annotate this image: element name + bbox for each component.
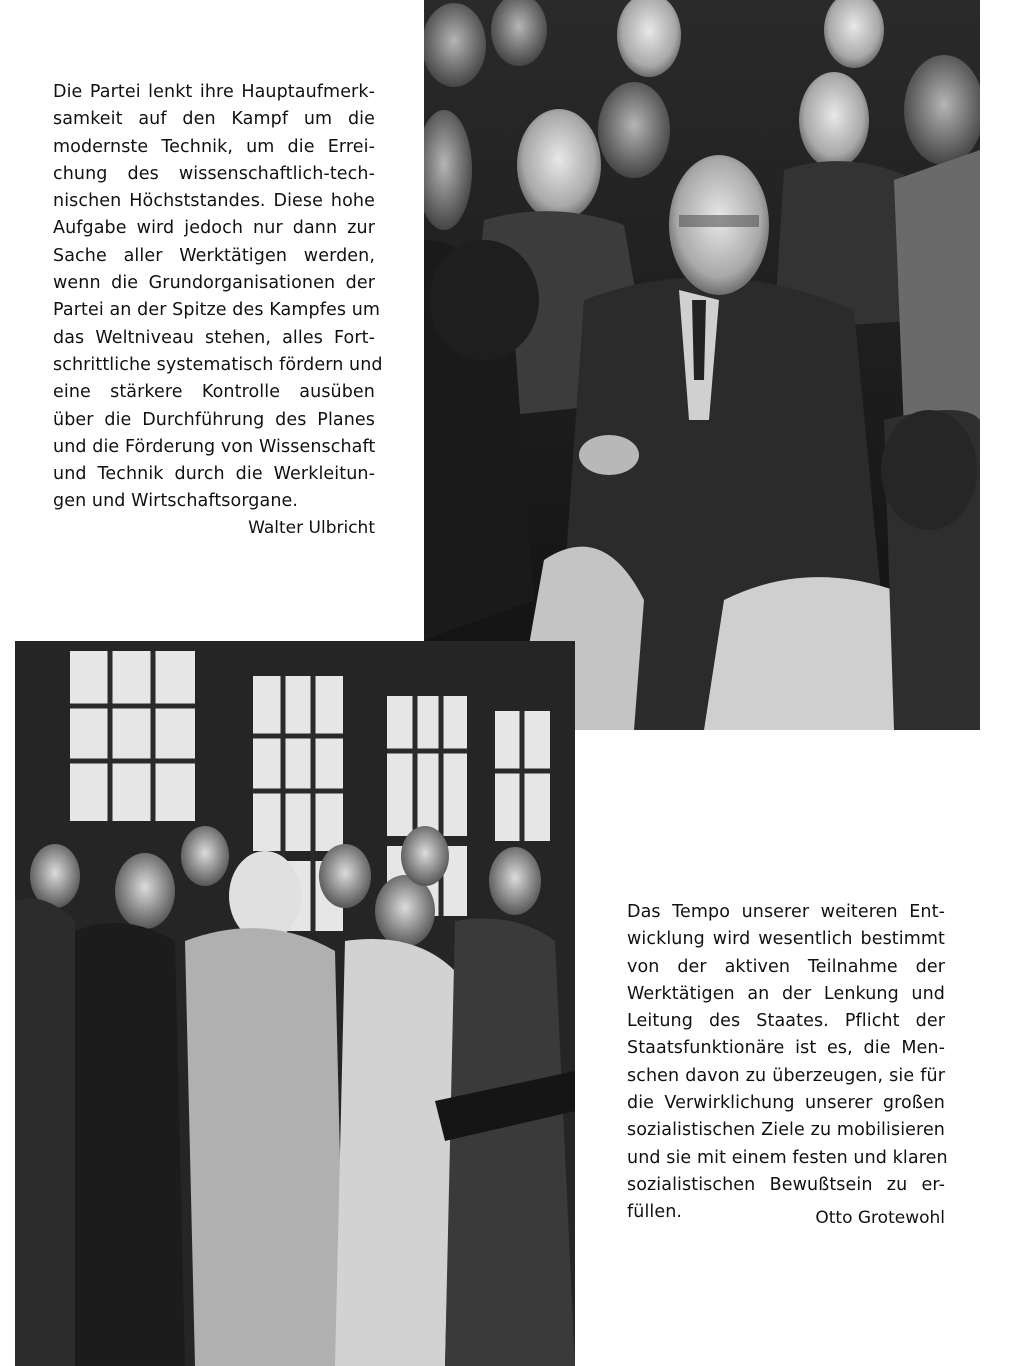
photo-crowd-speaker bbox=[424, 0, 980, 730]
quote-line: sozialistischen Bewußtsein zu er- bbox=[627, 1174, 945, 1195]
quote-line: Staatsfunktionäre ist es, die Men- bbox=[627, 1038, 945, 1059]
photo-factory-hall bbox=[15, 641, 575, 1366]
quote-line: Leitung des Staates. Pflicht der bbox=[627, 1011, 945, 1032]
photo-crowd-speaker-image bbox=[424, 0, 980, 730]
quote-line: und sie mit einem festen und klaren bbox=[627, 1147, 948, 1168]
quote-line: chung des wissenschaftlich-tech- bbox=[53, 163, 375, 184]
quote-line: wicklung wird wesentlich bestimmt bbox=[627, 929, 945, 950]
quote-line: wenn die Grundorganisationen der bbox=[53, 273, 375, 294]
quote-line: nischen Höchststandes. Diese hohe bbox=[53, 191, 375, 212]
quote-line: gen und Wirtschaftsorgane. bbox=[53, 491, 299, 512]
quote-line: Die Partei lenkt ihre Hauptaufmerk- bbox=[53, 82, 375, 102]
author-ulbricht: Walter Ulbricht bbox=[248, 518, 375, 538]
photo-factory-hall-image bbox=[15, 641, 575, 1366]
quote-line: Partei an der Spitze des Kampfes um bbox=[53, 300, 381, 321]
quote-line: von der aktiven Teilnahme der bbox=[627, 956, 945, 977]
quote-line: schen davon zu überzeugen, sie für bbox=[627, 1065, 945, 1086]
quote-line: schrittliche systematisch fördern und bbox=[53, 354, 383, 375]
author-grotewohl: Otto Grotewohl bbox=[815, 1208, 945, 1228]
quote-line: die Verwirklichung unserer großen bbox=[627, 1093, 945, 1114]
quote-line: eine stärkere Kontrolle ausüben bbox=[53, 382, 375, 403]
quote-line: modernste Technik, um die Errei- bbox=[53, 136, 375, 157]
quote-ulbricht bbox=[53, 79, 383, 516]
quote-line: Aufgabe wird jedoch nur dann zur bbox=[53, 218, 375, 239]
quote-line: und die Förderung von Wissenschaft bbox=[53, 436, 376, 457]
quote-line: Sache aller Werktätigen werden, bbox=[53, 245, 375, 266]
quote-line: sozialistischen Ziele zu mobilisieren bbox=[627, 1120, 945, 1141]
quote-line: füllen. bbox=[627, 1202, 683, 1223]
quote-line: Das Tempo unserer weiteren Ent- bbox=[627, 902, 945, 922]
quote-line: und Technik durch die Werkleitun- bbox=[53, 464, 375, 485]
quote-line: samkeit auf den Kampf um die bbox=[53, 109, 375, 130]
quote-grotewohl bbox=[627, 899, 948, 1227]
quote-line: Werktätigen an der Lenkung und bbox=[627, 983, 945, 1004]
quote-line: über die Durchführung des Planes bbox=[53, 409, 375, 430]
quote-line: das Weltniveau stehen, alles Fort- bbox=[53, 327, 375, 348]
